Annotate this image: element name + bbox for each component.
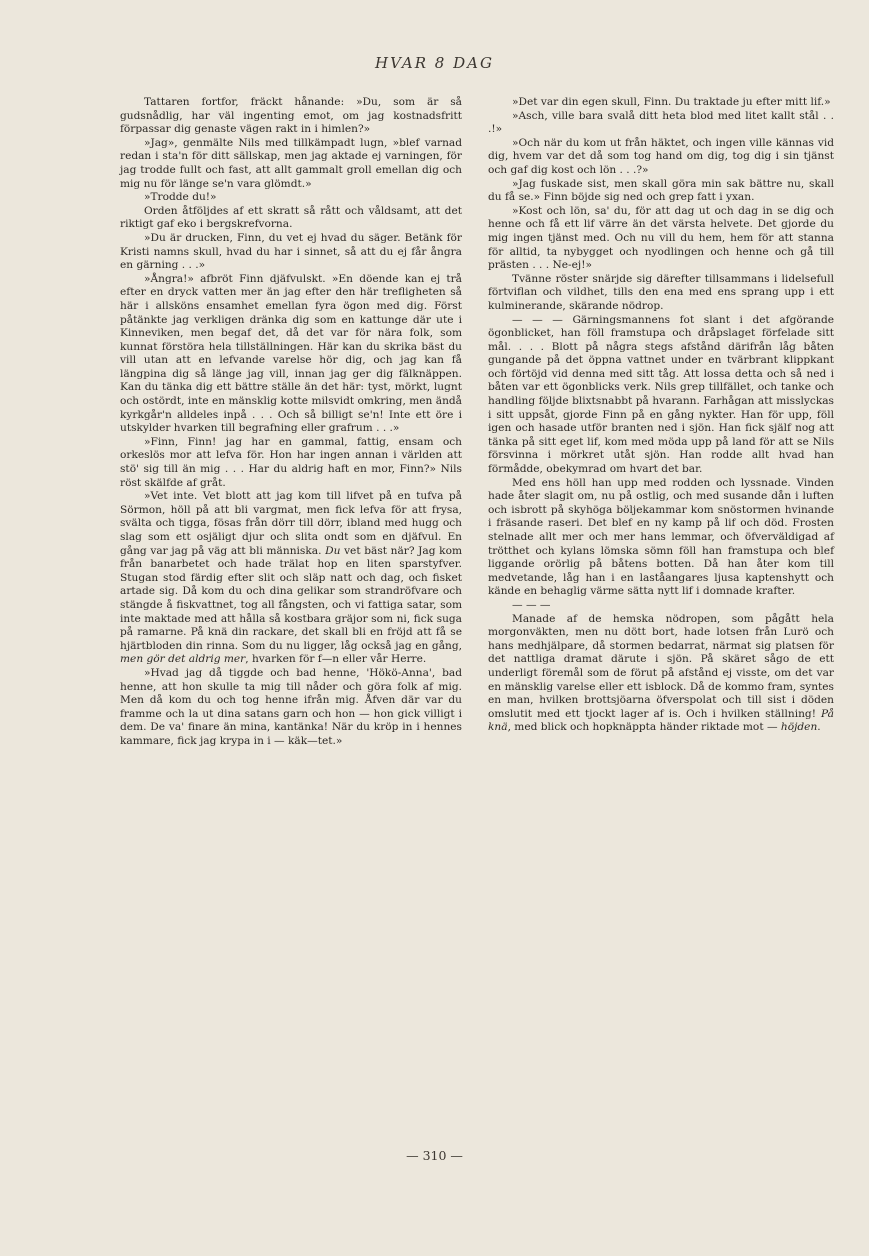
text-run: »Finn, Finn! jag har en gammal, fattig, ensam och orkeslös mor att lefva för. Hon har ingen annan i världen att stö' sig till än mig . . . Har du aldrig haft en mor, Finn?» Nils röst skälfde af gråt. [120, 435, 462, 489]
paragraph [120, 205, 462, 232]
text-run: Orden åtföljdes af ett skratt så rått och våldsamt, att det riktigt gaf eko i bergskrefvorna. [120, 204, 462, 231]
paragraph [488, 314, 834, 477]
paragraph [488, 613, 834, 735]
text-run: Tattaren fortfor, fräckt hånande: »Du, som är så gudsnådlig, har väl ingenting emot, om jag kostnadsfritt förpassar dig genaste vägen rakt in i himlen?» [120, 96, 462, 136]
paragraph [120, 436, 462, 490]
page-number: — 310 — [406, 1148, 463, 1163]
text-run: »Hvad jag då tiggde och bad henne, 'Hökö-Anna', bad henne, att hon skulle ta mig till nåder och göra folk af mig. Men då kom du och tog henne ifrån mig. Åfven där var du framme och la ut dina satans garn och hon — hon gick villigt i dem. De va' finare än mina, kantänka! När du kröp in i hennes kammare, fick jag krypa in i — käk—tet.» [120, 666, 462, 747]
text-run: »Asch, ville bara svalå ditt heta blod med litet kallt stål . . .!» [488, 109, 834, 136]
text-run: , med blick och hopknäppta händer riktade mot — [507, 721, 781, 734]
paragraph [488, 599, 834, 613]
text-run: Med ens höll han upp med rodden och lyssnade. Vinden hade åter slagit om, nu på ostlig, och med susande dån i luften och isbrott på skyhöga böljekammar kom snöstormen hvinande i fräsande raseri. Det blef en ny kamp på lif och död. Frosten stelnade allt mer och mer hans lemmar, och öfverväldigad af trötthet och kylans lömska sömn föll han framstupa och blef liggande orörlig på båtens botten. Då han åter kom till medvetande, låg han i en laståangares ljusa kaptenshytt och kände en behaglig värme sätta nytt lif i domnade krafter. [488, 476, 834, 598]
italic-text: höjden [780, 721, 818, 734]
text-run: , hvarken för f—n eller vår Herre. [245, 653, 427, 666]
text-run: »Trodde du!» [144, 191, 217, 204]
text-run: »Jag fuskade sist, men skall göra min sak bättre nu, skall du få se.» Finn böjde sig ned och grep fatt i yxan. [488, 177, 834, 204]
paragraph [120, 191, 462, 205]
italic-text: På knä [488, 707, 834, 734]
text-run: — — — [512, 598, 551, 611]
paragraph [120, 232, 462, 273]
text-run: — — — Gärningsmannens fot slant i det afgörande ögonblicket, han föll framstupa och dråpslaget förfelade sitt mål. . . . Blott på några stegs afstånd därifrån låg båten gungande på det öppna vattnet under en tvärbrant klippkant och förtöjd vid denna med sitt tåg. Att lossa detta och så ned i båten var ett ögonblicks verk. Nils grep tillfället, och tanke och handling följde blixtsnabbt på hvarann. Farhågan att misslyckas i sitt uppsåt, gjorde Finn på en gång nykter. Han för upp, föll igen och hasade utför branten ned i sjön. Han fick själf nog att tänka på sitt eget lif, kom med möda upp på land för att se Nils försvinna i mörkret utåt sjön. Han rodde allt hvad han förmådde, obekymrad om hvart det bar. [488, 313, 834, 476]
text-run: Manade af de hemska nödropen, som pågått hela morgonväkten, men nu dött bort, hade lotsen från Lurö och hans medhjälpare, då stormen bedarrat, närmat sig platsen för det nattliga dramat därute i sjön. På skäret sågo de ett underligt föremål som de förut på afstånd ej visste, om det var en mänsklig varelse eller ett isblock. Då de kommo fram, syntes en man, hvilken brottsjöarna öfverspolat och till sist i döden omslutit med ett tjockt lager af is. Och i hvilken ställning! [488, 612, 834, 720]
text-run: »Jag», genmälte Nils med tillkämpadt lugn, »blef varnad redan i sta'n för ditt sällskap, men jag aktade ej varningen, för jag trodde fullt och fast, att allt gammalt groll emellan dig och mig nu för länge se'n vara glömdt.» [120, 136, 462, 190]
text-run: »Kost och lön, sa' du, för att dag ut och dag in se dig och henne och få ett lif värre än det värsta helvete. Det gjorde du mig ingen tjänst med. Och nu vill du hem, hem för att stanna för alltid, ta nybygget och nyodlingen och henne och gå till prästen . . . Ne-ej!» [488, 204, 834, 272]
text-run: »Du är drucken, Finn, du vet ej hvad du säger. Betänk för Kristi namns skull, hvad du har i sinnet, så att du ej får ångra en gärning . . .» [120, 231, 462, 272]
paragraph [488, 96, 834, 110]
paragraph [488, 273, 834, 314]
paragraph [120, 273, 462, 436]
paragraph [120, 667, 462, 749]
paragraph [488, 178, 834, 205]
text-run: . [817, 721, 821, 734]
running-head: HVAR 8 DAG [375, 54, 494, 72]
text-run: Tvänne röster snärjde sig därefter tillsammans i lidelsefull förtviflan och vildhet, tills den ena med ens sprang upp i ett kulminerande, skärande nödrop. [488, 272, 834, 312]
text-run: »Och när du kom ut från häktet, och ingen ville kännas vid dig, hvem var det då som tog hand om dig, tog dig i sin tjänst och gaf dig kost och lön . . .?» [488, 136, 834, 176]
text-run: »Vet inte. Vet blott att jag kom till lifvet på en tufva på Sörmon, höll på att bli vargmat, men fick lefva för att frysa, svälta och tigga, fösas från dörr till dörr, ibland med hugg och slag som ett osjäligt djur och slita ondt som en djäfvul. En gång var jag på väg att bli människa. [120, 490, 462, 557]
italic-text: Du [325, 544, 341, 557]
paragraph [120, 137, 462, 191]
paragraph [488, 205, 834, 273]
italic-text: men gör det aldrig mer [120, 653, 246, 666]
text-run: vet bäst när? Jag kom från banarbetet och hade trälat hop en liten sparstyfver. Stugan stod färdig efter slit och släp natt och dag, och fisket artade sig. Då kom du och dina gelikar som strandröfvare och stängde å fiskvattnet, tog all fångsten, och vi fattiga satar, som inte maktade med att hålla så kostbara gräjor som ni, fick suga på ramarne. På knä din rackare, det skall bli en fröjd att få se hjärtbloden din rinna. Som du nu ligger, låg också jag en gång, [120, 544, 463, 652]
text-run: »Det var din egen skull, Finn. Du traktade ju efter mitt lif.» [512, 96, 831, 108]
paragraph [488, 137, 834, 178]
text-run: »Ångra!» afbröt Finn djäfvulskt. »En döende kan ej trå efter en dryck vatten mer än jag efter den här trefligheten så här i allsköns ensamhet emellan fyra ögon med dig. Först påtänkte jag verkligen dränka dig som en kattunge där ute i Kinneviken, men begaf det, då det var för nära folk, som kunnat förstöra hela tillställningen. Här kan du skrika bäst du vill utan att en lefvande varelse hör dig, och jag kan få längpina dig så länge jag vill, innan jag ger dig fälknäppen. Kan du tänka dig ett bättre ställe än det här: tyst, mörkt, lugnt och ostördt, inte en mänsklig kotte milsvidt omkring, men ändå kyrkgår'n alldeles inpå . . . Och så billigt se'n! Inte ett öre i utskylder hvarken till begrafning eller grafrum . . .» [120, 272, 462, 435]
left-column [120, 96, 462, 749]
paragraph [120, 96, 462, 137]
right-column [488, 96, 834, 735]
paragraph [120, 490, 462, 667]
paragraph [488, 477, 834, 599]
paragraph [488, 110, 834, 137]
